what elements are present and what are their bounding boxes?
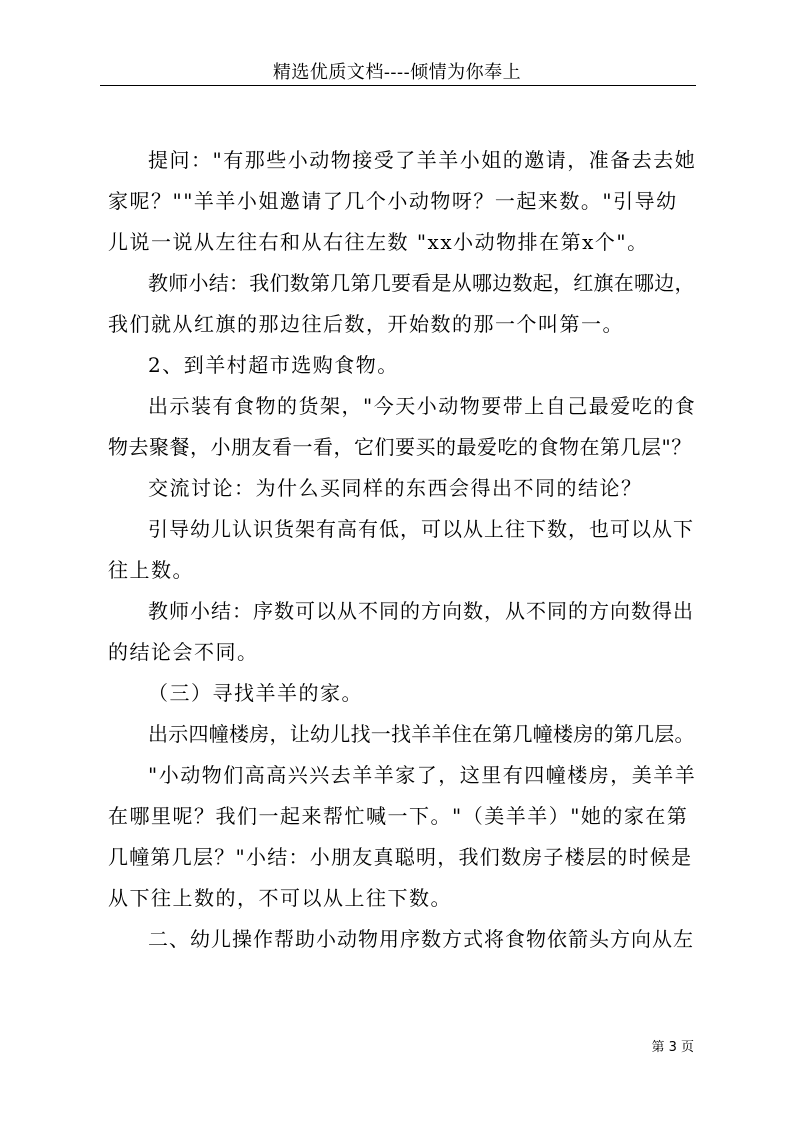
document-body xyxy=(108,140,698,960)
paragraph-guidance xyxy=(108,509,698,591)
text-line: 出示装有食物的货架，"今天小动物要带上自己最爱吃的食 xyxy=(148,394,697,418)
text-line: 的结论会不同。 xyxy=(108,640,259,664)
text-line: 提问："有那些小动物接受了羊羊小姐的邀请，准备去去她 xyxy=(148,148,697,172)
page-header-title: 精选优质文档----倾情为你奉上 xyxy=(272,62,522,83)
text-line: 2、到羊村超市选购食物。 xyxy=(148,353,399,377)
text-line: （三）寻找羊羊的家。 xyxy=(148,681,363,705)
paragraph-section-3-heading xyxy=(108,673,698,714)
text-line: 交流讨论：为什么买同样的东西会得出不同的结论？ xyxy=(148,476,643,500)
text-line: 出示四幢楼房，让幼儿找一找羊羊住在第几幢楼房的第几层。 xyxy=(148,722,695,746)
paragraph-discussion xyxy=(108,468,698,509)
text-line: 在哪里呢？我们一起来帮忙喊一下。"（美羊羊）"她的家在第 xyxy=(108,804,689,828)
paragraph-question xyxy=(108,140,698,263)
text-line: 物去聚餐，小朋友看一看，它们要买的最爱吃的食物在第几层"？ xyxy=(108,435,692,459)
header-divider xyxy=(100,85,696,86)
text-line: 教师小结：序数可以从不同的方向数，从不同的方向数得出 xyxy=(148,599,694,623)
text-line: 往上数。 xyxy=(108,558,194,582)
paragraph-buildings xyxy=(108,714,698,755)
text-line: 儿说一说从左往右和从右往左数 "xx小动物排在第x个"。 xyxy=(108,230,649,254)
text-line: 教师小结：我们数第几第几要看是从哪边数起，红旗在哪边， xyxy=(148,271,695,295)
text-line: 二、幼儿操作帮助小动物用序数方式将食物依箭头方向从左 xyxy=(148,927,694,951)
paragraph-teacher-summary-1 xyxy=(108,263,698,345)
text-line: 引导幼儿认识货架有高有低，可以从上往下数，也可以从下 xyxy=(148,517,694,541)
text-line: 我们就从红旗的那边往后数，开始数的那一个叫第一。 xyxy=(108,312,624,336)
paragraph-shelf-display xyxy=(108,386,698,468)
text-line: 几幢第几层？"小结：小朋友真聪明，我们数房子楼层的时候是 xyxy=(108,845,693,869)
text-line: "小动物们高高兴兴去羊羊家了，这里有四幢楼房，美羊羊 xyxy=(148,763,697,787)
paragraph-section-2-heading xyxy=(108,345,698,386)
paragraph-teacher-summary-2 xyxy=(108,591,698,673)
text-line: 从下往上数的，不可以从上往下数。 xyxy=(108,886,452,910)
text-line: 家呢？""羊羊小姐邀请了几个小动物呀？一起来数。"引导幼 xyxy=(108,189,678,213)
paragraph-part-2-heading xyxy=(108,919,698,960)
paragraph-find-home xyxy=(108,755,698,919)
page-number: 第 3 页 xyxy=(651,1040,694,1055)
